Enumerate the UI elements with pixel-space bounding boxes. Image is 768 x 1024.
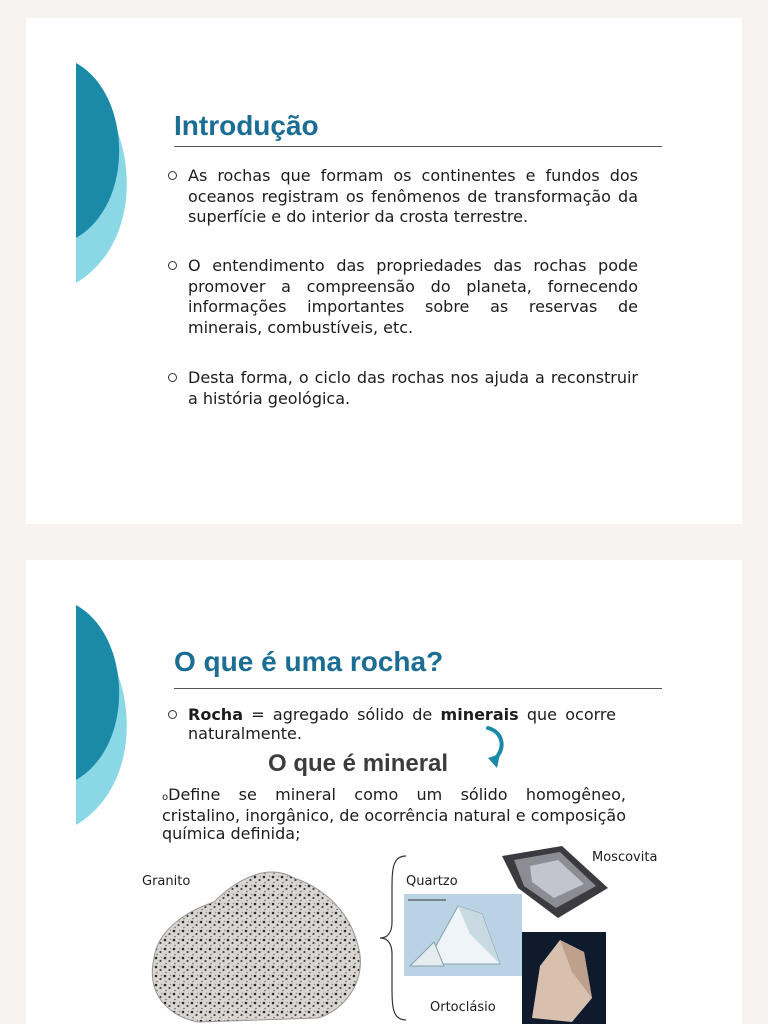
definition-text: = agregado sólido de <box>242 705 441 724</box>
label-ortoclasio: Ortoclásio <box>430 1000 496 1015</box>
bullet-item <box>168 166 638 228</box>
rock-definition <box>168 705 616 743</box>
term-minerais: minerais <box>440 705 519 724</box>
slide-decoration-shape <box>26 18 146 298</box>
term-rocha: Rocha <box>188 705 243 724</box>
muscovite-mineral-image <box>500 842 612 922</box>
orthoclase-crystal-image <box>522 932 606 1024</box>
granite-rock-image <box>136 866 368 1024</box>
circle-bullet-icon <box>168 373 177 382</box>
slide-introducao <box>26 18 742 524</box>
label-granito: Granito <box>142 874 191 889</box>
slide-title: Introdução <box>174 110 319 141</box>
circle-bullet-icon <box>168 261 177 270</box>
slide-title: O que é uma rocha? <box>174 646 444 677</box>
title-divider <box>174 146 662 147</box>
bullet-item <box>168 256 638 338</box>
bullet-marker: o <box>162 792 169 803</box>
circle-bullet-icon <box>168 171 177 180</box>
label-moscovita: Moscovita <box>592 850 658 865</box>
definition-text: Define se mineral como um sólido homogêneo, cristalino, inorgânico, de ocorrência natural e composição química definida; <box>162 785 626 843</box>
curved-arrow-icon <box>484 724 510 772</box>
circle-bullet-icon <box>168 710 177 719</box>
slide-o-que-e-rocha <box>26 560 742 1024</box>
slide-decoration-shape <box>26 560 146 840</box>
label-quartzo: Quartzo <box>406 874 458 889</box>
subtitle-o-que-e-mineral: O que é mineral <box>268 750 449 777</box>
bullet-text: Desta forma, o ciclo das rochas nos ajuda a reconstruir a história geológica. <box>188 368 638 408</box>
bullet-item <box>168 368 638 409</box>
bullet-text: As rochas que formam os continentes e fundos dos oceanos registram os fenômenos de transformação da superfície e do interior da crosta terrestre. <box>188 166 638 226</box>
mineral-definition <box>162 786 626 843</box>
bullet-text: O entendimento das propriedades das rochas pode promover a compreensão do planeta, fornecendo informações importantes sobre as reservas de minerais, combustíveis, etc. <box>188 256 638 337</box>
definition-text: que ocorre naturalmente. <box>188 705 617 743</box>
title-divider <box>174 688 662 689</box>
